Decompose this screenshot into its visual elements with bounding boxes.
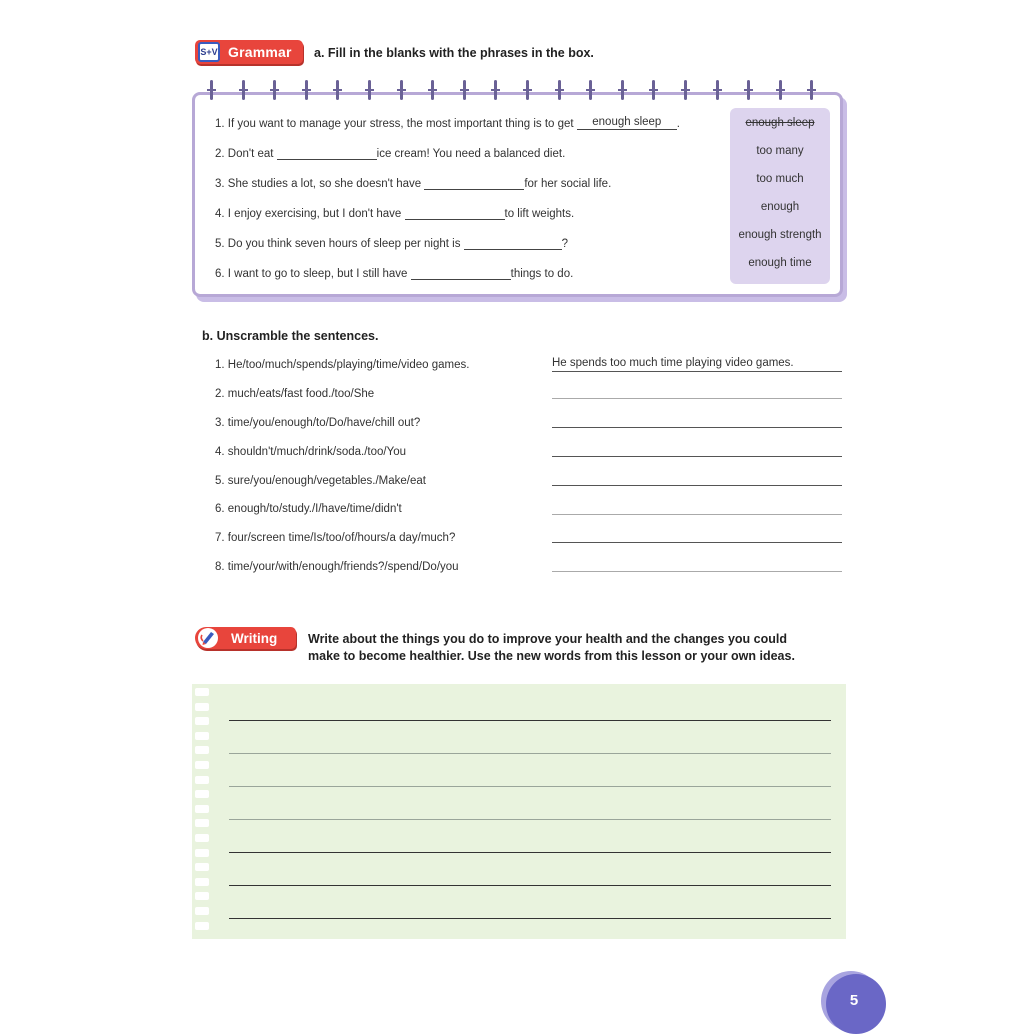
scrambled-prompt-4: 4. shouldn't/much/drink/soda./too/You <box>215 446 407 458</box>
scrambled-prompt-2: 2. much/eats/fast food./too/She <box>215 388 375 400</box>
scrambled-prompt-7: 7. four/screen time/Is/too/of/hours/a day/much? <box>215 532 456 544</box>
answer-blank-2[interactable] <box>277 146 377 160</box>
notebook-ring <box>779 80 782 100</box>
question-4: 4. I enjoy exercising, but I don't have to lift weights. <box>215 208 575 220</box>
writing-line-2[interactable] <box>229 753 831 754</box>
scrambled-answer-3[interactable] <box>552 413 842 428</box>
spiral-hole <box>195 732 209 740</box>
answer-blank-6[interactable] <box>411 266 511 280</box>
answer-blank-5[interactable] <box>464 236 562 250</box>
scrambled-prompt-8: 8. time/your/with/enough/friends?/spend/Do/you <box>215 561 459 573</box>
question-1: 1. If you want to manage your stress, the most important thing is to get enough sleep . <box>215 116 680 130</box>
question-3: 3. She studies a lot, so she doesn't have for her social life. <box>215 178 612 190</box>
notebook-ring <box>336 80 339 100</box>
scrambled-answer-1[interactable]: He spends too much time playing video games. <box>552 357 842 372</box>
scrambled-prompt-1: 1. He/too/much/spends/playing/time/video games. <box>215 359 470 371</box>
phrase-box <box>730 108 830 284</box>
scrambled-answer-7[interactable] <box>552 528 842 543</box>
spiral-hole <box>195 761 209 769</box>
notebook-ring <box>526 80 529 100</box>
writing-line-5[interactable] <box>229 852 831 853</box>
page-number: 5 <box>849 992 859 1009</box>
notebook-ring <box>463 80 466 100</box>
spiral-hole <box>195 922 209 930</box>
notebook-ring <box>684 80 687 100</box>
phrase-enough-strength: enough strength <box>738 229 822 241</box>
answer-blank-3[interactable] <box>424 176 524 190</box>
scrambled-prompt-5: 5. sure/you/enough/vegetables./Make/eat <box>215 475 426 487</box>
writing-line-1[interactable] <box>229 720 831 721</box>
part-a-title: a. Fill in the blanks with the phrases in the box. <box>314 46 594 60</box>
scrambled-prompt-3: 3. time/you/enough/to/Do/have/chill out? <box>215 417 421 429</box>
writing-pad <box>192 684 846 939</box>
writing-line-4[interactable] <box>229 819 831 820</box>
notebook-ring <box>716 80 719 100</box>
phrase-too-many: too many <box>756 145 804 157</box>
notebook-ring <box>747 80 750 100</box>
scrambled-answer-6[interactable] <box>552 500 842 515</box>
scrambled-prompt-6: 6. enough/to/study./I/have/time/didn't <box>215 503 402 515</box>
scrambled-answer-8[interactable] <box>552 557 842 572</box>
answer-blank-1[interactable]: enough sleep <box>577 116 677 130</box>
notebook-ring <box>589 80 592 100</box>
question-5: 5. Do you think seven hours of sleep per night is ? <box>215 238 569 250</box>
writing-label: Writing <box>231 630 278 646</box>
spiral-hole <box>195 703 209 711</box>
spiral-hole <box>195 849 209 857</box>
phrase-enough-time: enough time <box>748 257 812 269</box>
notebook-ring <box>400 80 403 100</box>
spiral-hole <box>195 892 209 900</box>
spiral-hole <box>195 834 209 842</box>
spiral-hole <box>195 907 209 915</box>
writing-badge <box>195 627 296 649</box>
phrase-enough-sleep: enough sleep <box>745 117 815 129</box>
notebook-ring <box>242 80 245 100</box>
spiral-hole <box>195 790 209 798</box>
spiral-hole <box>195 688 209 696</box>
phrase-too-much: too much <box>756 173 804 185</box>
notebook-ring <box>558 80 561 100</box>
spiral-hole <box>195 878 209 886</box>
notebook-ring <box>431 80 434 100</box>
notebook-ring <box>273 80 276 100</box>
grammar-label: Grammar <box>228 44 292 60</box>
question-2: 2. Don't eat ice cream! You need a balanced diet. <box>215 148 566 160</box>
scrambled-answer-4[interactable] <box>552 442 842 457</box>
notebook-ring <box>494 80 497 100</box>
scrambled-answer-2[interactable] <box>552 384 842 399</box>
notebook-ring <box>652 80 655 100</box>
pencil-icon <box>197 627 219 649</box>
spiral-hole <box>195 746 209 754</box>
part-b-title: b. Unscramble the sentences. <box>202 329 379 343</box>
spiral-hole <box>195 819 209 827</box>
spiral-hole <box>195 863 209 871</box>
notebook-ring <box>621 80 624 100</box>
spiral-hole <box>195 805 209 813</box>
writing-line-7[interactable] <box>229 918 831 919</box>
subject-verb-icon: S+V <box>198 42 220 62</box>
question-6: 6. I want to go to sleep, but I still have things to do. <box>215 268 574 280</box>
phrase-enough: enough <box>760 201 800 213</box>
writing-line-6[interactable] <box>229 885 831 886</box>
spiral-hole <box>195 717 209 725</box>
answer-blank-4[interactable] <box>405 206 505 220</box>
notebook-ring <box>810 80 813 100</box>
writing-instructions: Write about the things you do to improve your health and the changes you could make to become healthier. Use the new words from this lesson or your own ideas. <box>308 632 795 663</box>
spiral-hole <box>195 776 209 784</box>
notebook-ring <box>368 80 371 100</box>
grammar-badge <box>195 40 303 64</box>
scrambled-answer-5[interactable] <box>552 471 842 486</box>
notebook-rings <box>192 80 852 102</box>
notebook-ring <box>305 80 308 100</box>
notebook-ring <box>210 80 213 100</box>
writing-line-3[interactable] <box>229 786 831 787</box>
writing-pad-spiral <box>192 688 214 936</box>
